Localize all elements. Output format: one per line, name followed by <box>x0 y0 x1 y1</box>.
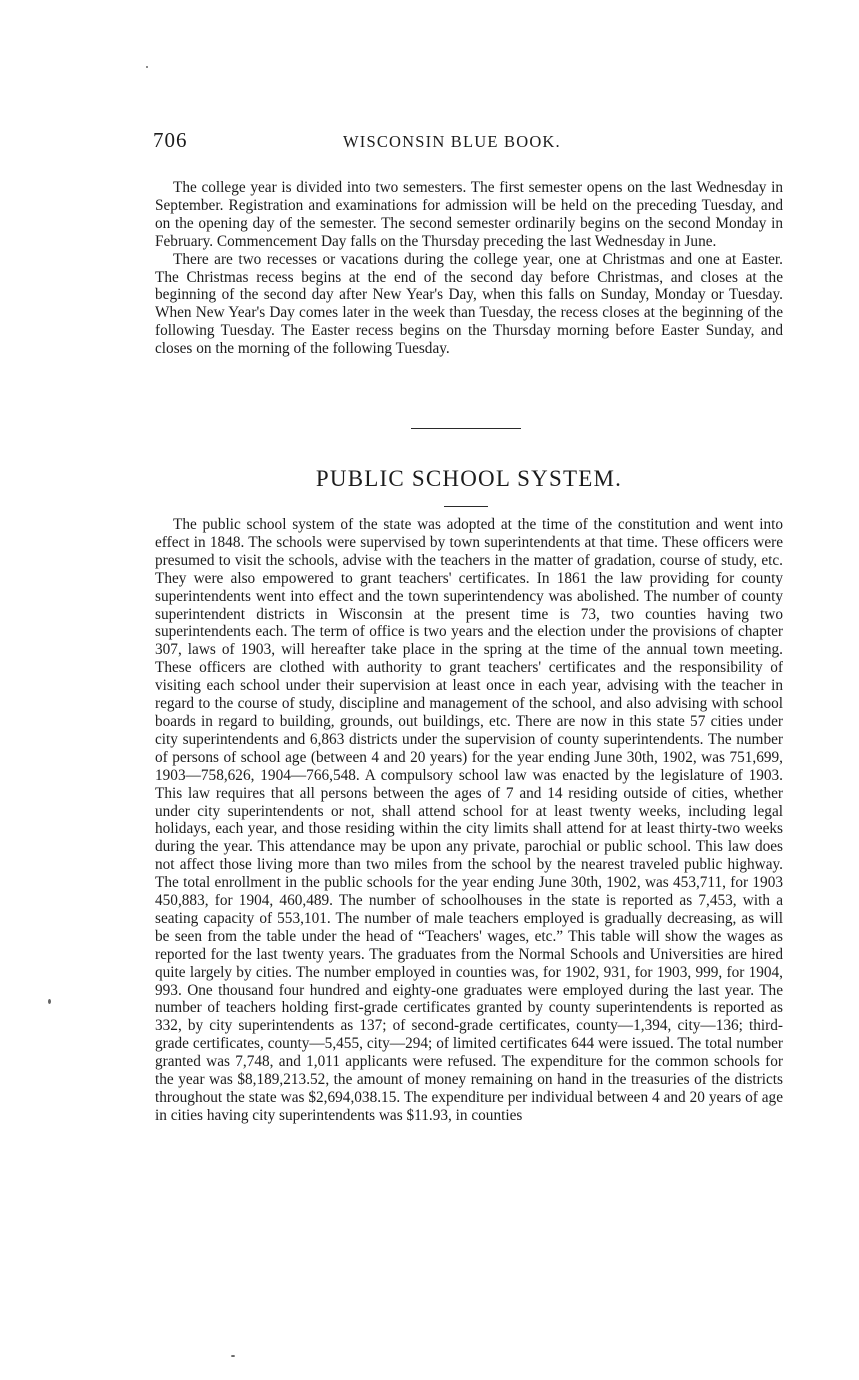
section-title: PUBLIC SCHOOL SYSTEM. <box>315 466 623 491</box>
main-text <box>155 516 783 1125</box>
page-header <box>153 128 785 158</box>
scan-speck <box>231 1355 235 1357</box>
running-head: WISCONSIN BLUE BOOK. <box>343 132 561 151</box>
page-number: 706 <box>153 128 188 152</box>
scan-speck <box>146 66 148 68</box>
intro-text <box>155 179 783 358</box>
paragraph: The public school system of the state was adopted at the time of the constitution and went into effect in 1848. The schools were supervised by town superintendents at that time. These officers were presumed to visit the schools, advise with the teachers in the matter of gradation, course of study, etc. They were also empowered to grant teachers' certificates. In 1861 the law providing for county superintendents went into effect and the town superintendency was abolished. The number of county superintendent districts in Wisconsin at the present time is 73, two counties having two superintendents each. The term of office is two years and the election under the provisions of chapter 307, laws of 1903, will hereafter take place in the spring at the time of the annual town meeting. These officers are clothed with authority to grant teachers' certificates and the responsibility of visiting each school under their supervision at least once in each year, advising with the teacher in regard to the course of study, discipline and management of the school, and also advising with school boards in regard to building, grounds, out buildings, etc. There are now in this state 57 cities under city superintendents and 6,863 districts under the supervision of county superintendents. The number of persons of school age (between 4 and 20 years) for the year ending June 30th, 1902, was 751,699, 1903—758,626, 1904—766,548. A compulsory school law was enacted by the legislature of 1903. This law requires that all persons between the ages of 7 and 14 residing outside of cities, whether under city superintendents or not, shall attend school for at least twenty weeks, including legal holidays, each year, and those residing within the city limits shall attend for at least thirty-two weeks during the year. This attendance may be upon any private, parochial or public school. This law does not affect those living more than two miles from the school by the nearest traveled public highway. The total enrollment in the public schools for the year ending June 30th, 1902, was 453,711, for 1903 450,883, for 1904, 460,489. The number of schoolhouses in the state is reported as 7,453, with a seating capacity of 553,101. The number of male teachers employed is gradually decreasing, as will be seen from the table under the head of “Teachers' wages, etc.” This table will show the wages as reported for the last twenty years. The graduates from the Normal Schools and Universities are hired quite largely by cities. The number employed in counties was, for 1902, 931, for 1903, 999, for 1904, 993. One thousand four hundred and eighty-one graduates were employed during the last year. The number of teachers holding first-grade certificates granted by county superintendents is reported as 332, by city superintendents as 137; of second-grade certificates, county—1,394, city—136; third-grade certificates, county—5,455, city—294; of limited certificates 644 were issued. The total number granted was 7,748, and 1,011 applicants were refused. The expenditure for the common schools for the year was $8,189,213.52, the amount of money remaining on hand in the treasuries of the districts throughout the state was $2,694,038.15. The expenditure per individual between 4 and 20 years of age in cities having city superintendents was $11.93, in counties <box>155 516 783 1124</box>
section-divider <box>411 428 521 429</box>
paragraph: The college year is divided into two semesters. The first semester opens on the last Wednesday in September. Registration and examinations for admission will be held on the preceding Tuesday, and on the opening day of the semester. The second semester ordinarily begins on the second Monday in February. Commencement Day falls on the Thursday preceding the last Wednesday in June. <box>155 179 783 250</box>
title-underline <box>444 506 488 507</box>
scan-speck <box>48 999 51 1004</box>
paragraph: There are two recesses or vacations during the college year, one at Christmas and one at Easter. The Christmas recess begins at the end of the second day before Christmas, and closes at the beginning of the second day after New Year's Day, when this falls on Sunday, Monday or Tuesday. When New Year's Day comes later in the week than Tuesday, the recess closes at the beginning of the following Tuesday. The Easter recess begins on the Thursday morning before Easter Sunday, and closes on the morning of the following Tuesday. <box>155 250 783 358</box>
